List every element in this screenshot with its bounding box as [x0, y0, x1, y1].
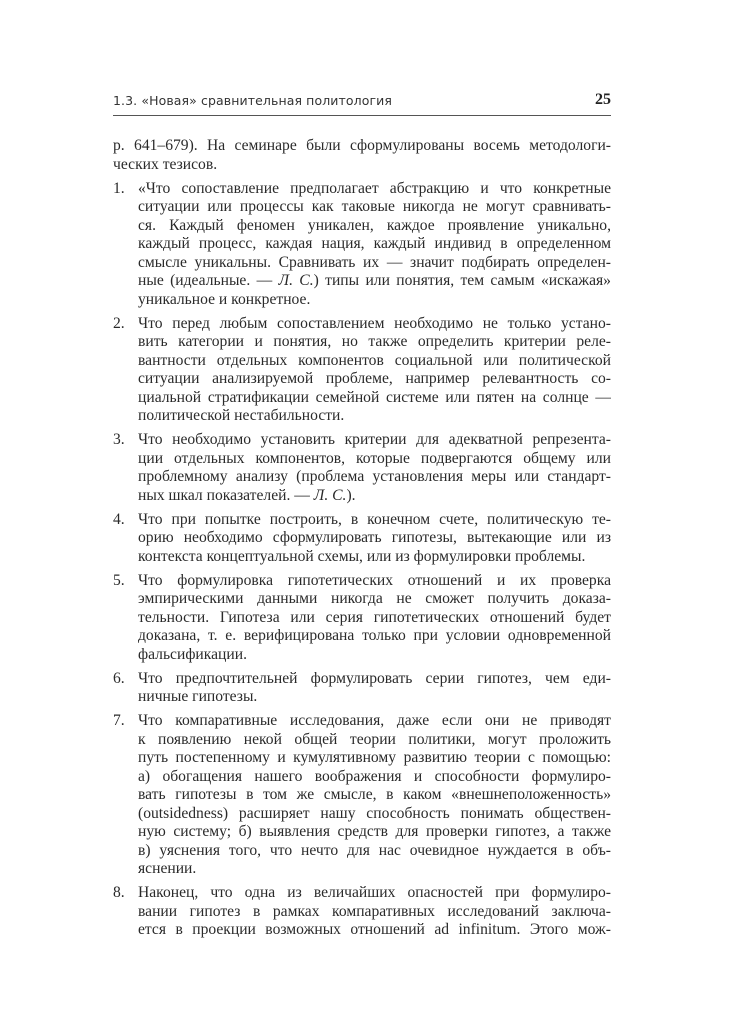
- text-line: ситуации анализируемой проблеме, например релевантность со-: [138, 370, 611, 387]
- text-line: ную систему; б) выявления средств для проверки гипотез, а также: [138, 823, 611, 840]
- text-line: уникальное и конкретное.: [138, 290, 311, 308]
- author-initials: Л. С.: [278, 272, 314, 289]
- text-line: ции отдельных компонентов, которые подвергаются общему или: [138, 449, 611, 467]
- text-line: тельности. Гипотеза или серия гипотетических отношений будет: [138, 608, 611, 626]
- list-item: [113, 431, 611, 505]
- text-line: ся. Каждый феномен уникален, каждое проявление уникально,: [138, 216, 611, 234]
- text-line: [138, 487, 611, 506]
- text-line: контекста концептуальной схемы, или из формулировки проблемы.: [138, 547, 586, 565]
- running-header: [113, 91, 611, 116]
- text-line: ситуации или процессы как таковые никогда не могут сравнивать-: [138, 198, 611, 215]
- text-line: ничные гипотезы.: [138, 688, 258, 705]
- text-line: фальсификации.: [138, 645, 247, 663]
- text-line: Что компаративные исследования, даже если они не приводят: [138, 712, 611, 729]
- text-line: вантности отдельных компонентов социальной или политической: [138, 351, 611, 369]
- text-line: Наконец, что одна из величайших опасностей при формулиро-: [138, 884, 611, 901]
- item-number: 3.: [113, 431, 125, 448]
- text-line: вать гипотезы в том же смысле, в каком «внешнеположенность»: [138, 786, 611, 803]
- page-body: [113, 137, 611, 945]
- text-segment: ных шкал показателей. —: [138, 486, 314, 504]
- text-line: «Что сопоставление предполагает абстракцию и что конкретные: [138, 179, 611, 197]
- item-number: 7.: [113, 712, 125, 729]
- text-segment: ные (идеальные. —: [138, 272, 279, 289]
- text-line: [138, 272, 611, 291]
- text-line: к появлению некой общей теории политики, могут проложить: [138, 730, 611, 748]
- intro-paragraph: [113, 137, 611, 174]
- text-line: Что формулировка гипотетических отношений и их проверка: [138, 571, 611, 589]
- text-line: (outsidedness) расширяет нашу способность понимать обществен-: [138, 804, 611, 822]
- text-line: а) обогащения нашего воображения и способности формулиро-: [138, 767, 611, 785]
- list-item: [113, 884, 611, 940]
- running-title: 1.3. «Новая» сравнительная политология: [113, 93, 392, 108]
- text-line: орию необходимо сформулировать гипотезы, вытекающие или из: [138, 529, 611, 546]
- item-number: 6.: [113, 669, 125, 687]
- list-item: [113, 511, 611, 567]
- text-line: доказана, т. е. верифицирована только при условии одновременной: [138, 627, 611, 644]
- text-line: проблемному анализу (проблема установления меры или стандарт-: [138, 468, 611, 485]
- item-number: 2.: [113, 314, 125, 332]
- text-line: Что перед любым сопоставлением необходимо не только устано-: [138, 314, 611, 332]
- text-line: Что при попытке построить, в конечном счете, политическую те-: [138, 510, 611, 528]
- text-line: путь постепенному и кумулятивному развитию теории с помощью:: [138, 749, 611, 766]
- item-number: 8.: [113, 884, 125, 901]
- text-line: смысле уникальны. Сравнивать их — значит подбирать определен-: [138, 253, 611, 271]
- list-item: [113, 572, 611, 665]
- text-line: каждый процесс, каждая нация, каждый индивид в определенном: [138, 235, 611, 252]
- list-item: [113, 180, 611, 310]
- item-number: 4.: [113, 510, 125, 528]
- text-line: в) уяснения того, что нечто для нас очевидное нуждается в объ-: [138, 841, 611, 859]
- text-line: циальной стратификации семейной системе или пятен на солнце —: [138, 388, 611, 406]
- text-line: ческих тезисов.: [113, 155, 218, 173]
- text-line: политической нестабильности.: [138, 407, 345, 424]
- text-line: ется в проекции возможных отношений ad infinitum. Этого мож-: [138, 921, 611, 938]
- list-item: [113, 315, 611, 426]
- text-line: эмпирическими данными никогда не сможет получить доказа-: [138, 590, 611, 607]
- author-initials: Л. С.: [313, 486, 347, 504]
- text-line: Что предпочтительней формулировать серии гипотез, чем еди-: [138, 669, 611, 687]
- text-line: яснении.: [138, 860, 197, 877]
- text-line: вить категории и понятия, но также определить критерии реле-: [138, 333, 611, 350]
- list-item: [113, 670, 611, 707]
- item-number: 1.: [113, 179, 125, 197]
- text-line: р. 641–679). На семинаре были сформулированы восемь методологи-: [113, 137, 611, 154]
- list-item: [113, 712, 611, 879]
- item-number: 5.: [113, 571, 125, 589]
- page-number: 25: [595, 91, 611, 108]
- text-line: Что необходимо установить критерии для адекватной репрезента-: [138, 431, 611, 448]
- text-line: вании гипотез в рамках компаративных исследований заключа-: [138, 902, 611, 920]
- text-segment: ) типы или понятия, тем самым «искажая»: [313, 272, 611, 289]
- text-segment: ).: [346, 486, 356, 504]
